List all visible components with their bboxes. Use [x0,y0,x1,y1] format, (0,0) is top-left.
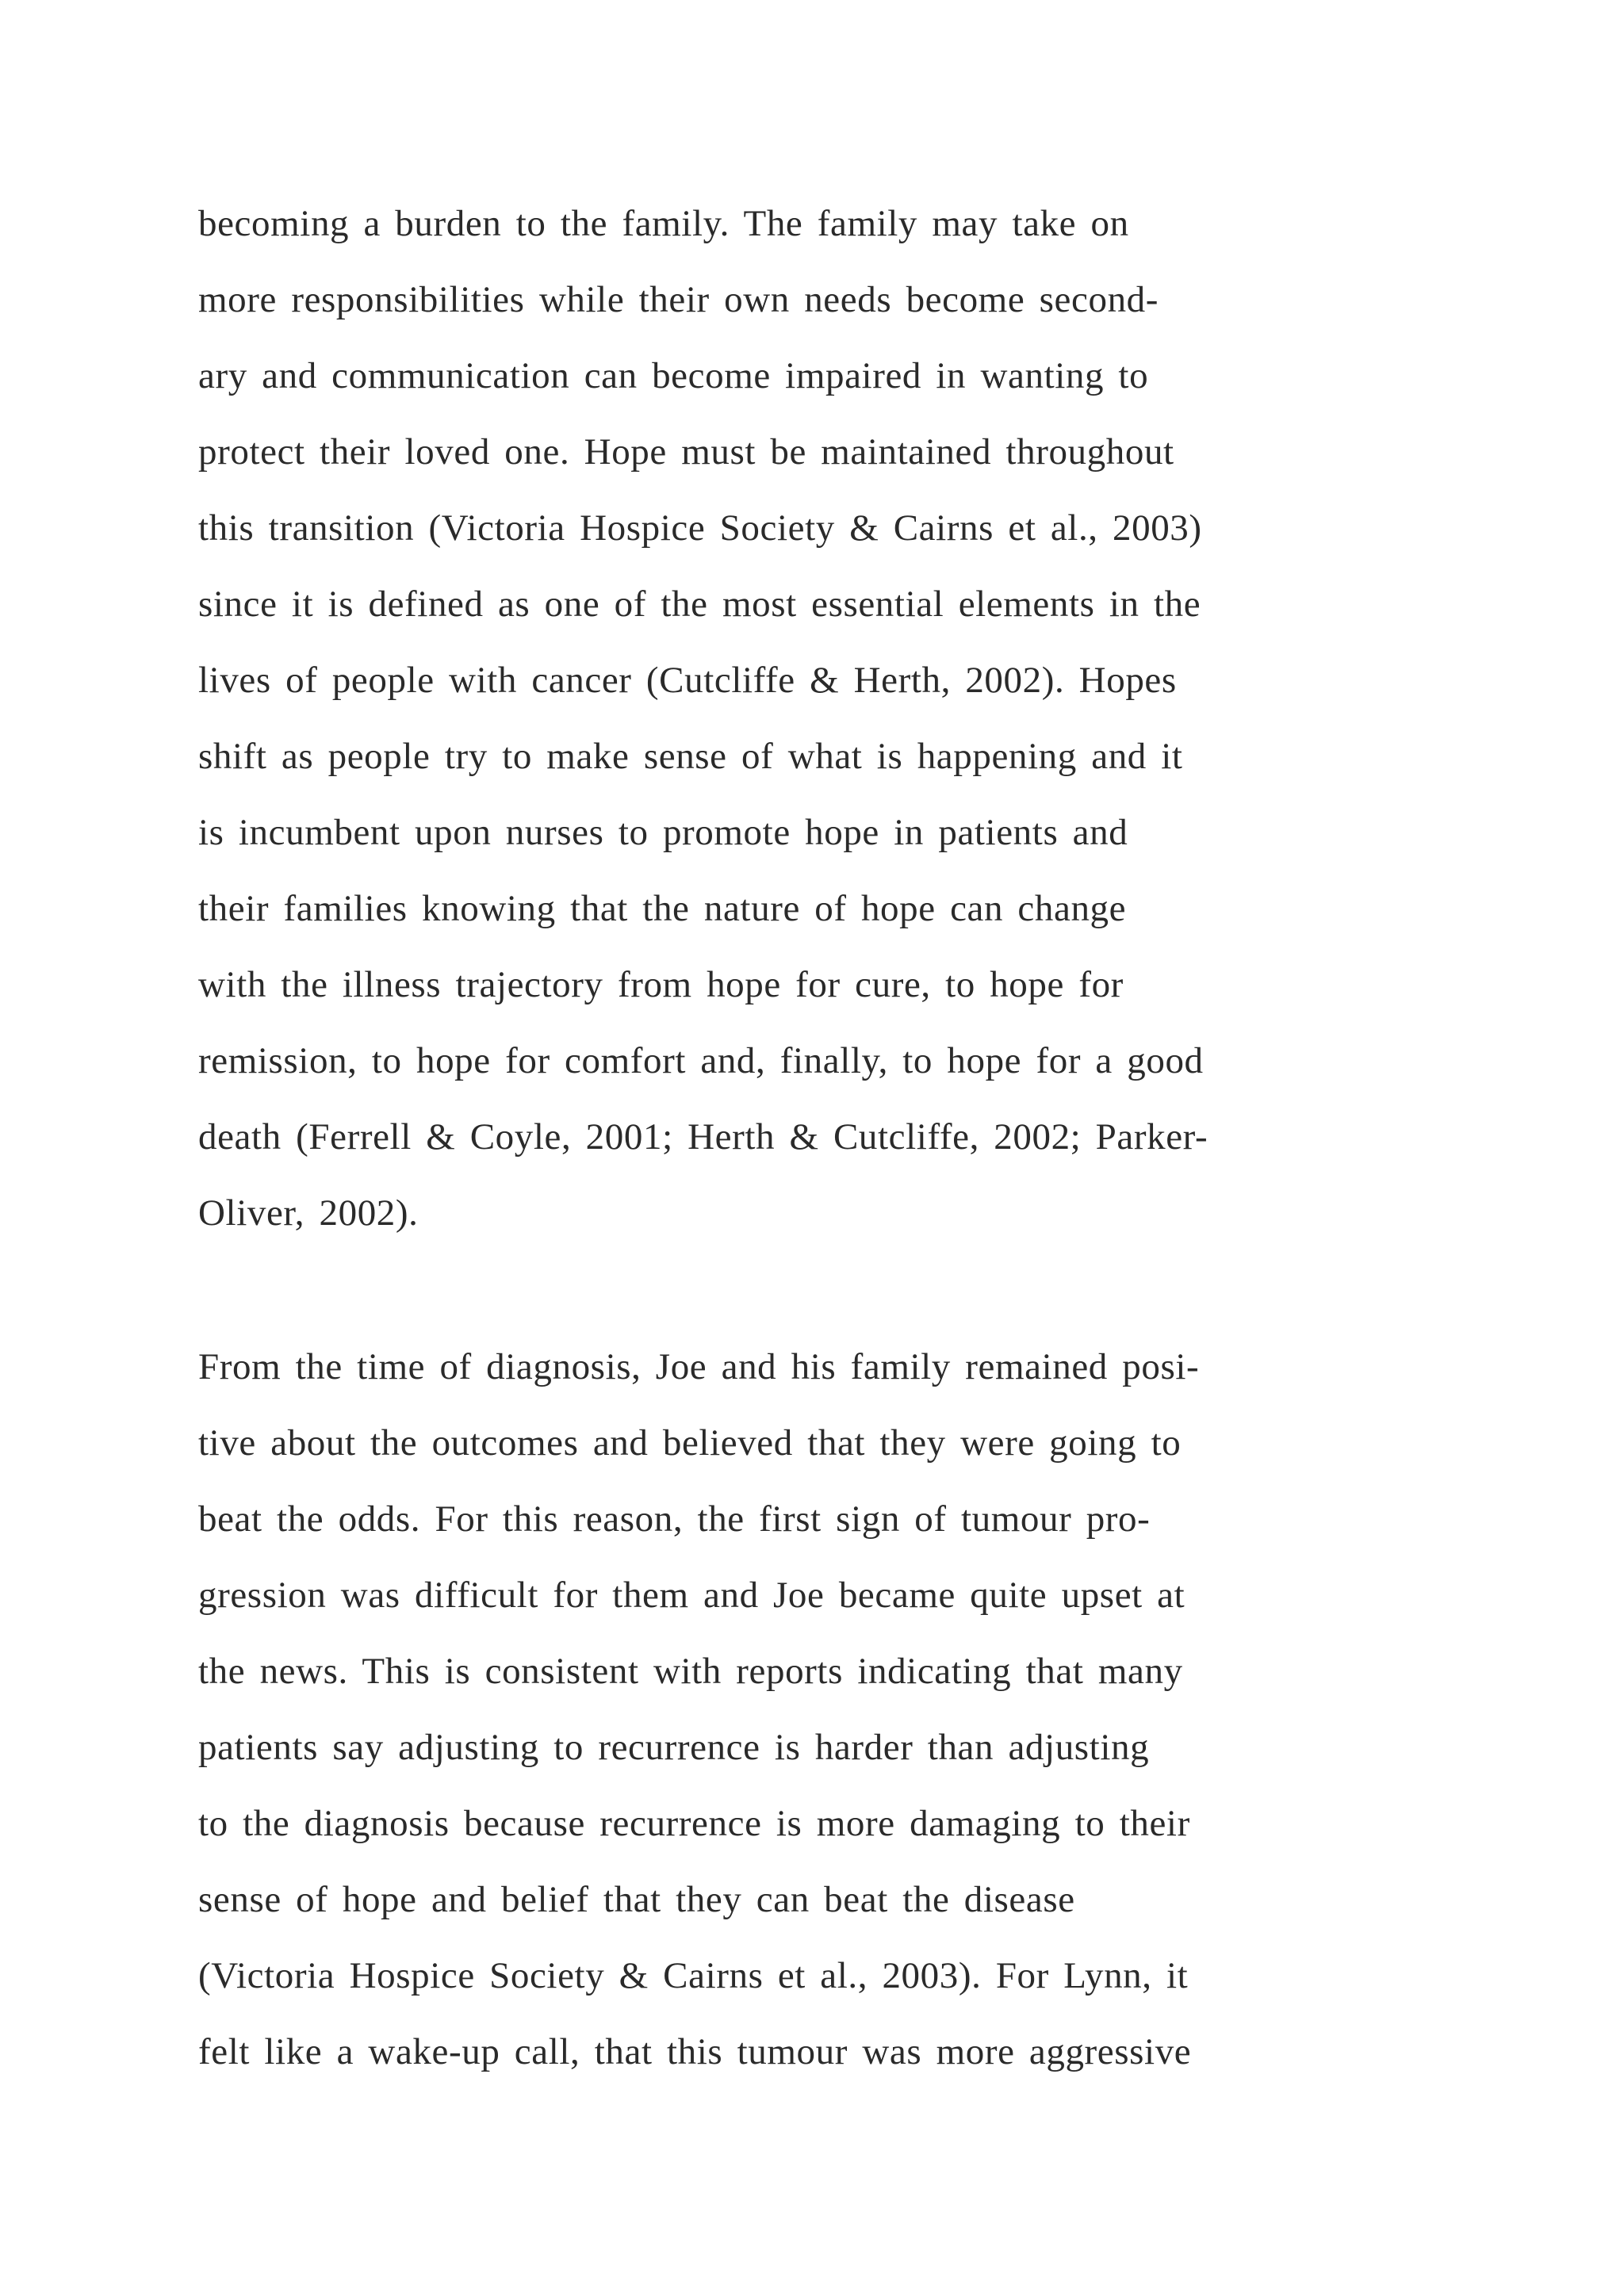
text-line: death (Ferrell & Coyle, 2001; Herth & Cutcliffe, 2002; Parker- [198,1116,1208,1158]
text-line: patients say adjusting to recurrence is harder than adjusting [198,1727,1150,1768]
text-line: more responsibilities while their own needs become second- [198,279,1159,320]
text-line: protect their loved one. Hope must be maintained throughout [198,431,1174,473]
text-line: From the time of diagnosis, Joe and his family remained posi- [198,1346,1200,1387]
text-line: beat the odds. For this reason, the first sign of tumour pro- [198,1498,1151,1540]
text-line: (Victoria Hospice Society & Cairns et al., 2003). For Lynn, it [198,1955,1189,1996]
text-line: the news. This is consistent with reports indicating that many [198,1651,1183,1692]
text-line: shift as people try to make sense of what is happening and it [198,736,1183,777]
text-line: felt like a wake-up call, that this tumour was more aggressive [198,2031,1192,2072]
paragraph-diagnosis-recurrence [198,1329,1435,2090]
text-line: Oliver, 2002). [198,1192,419,1234]
text-line: gression was difficult for them and Joe became quite upset at [198,1575,1185,1616]
text-line: this transition (Victoria Hospice Society & Cairns et al., 2003) [198,507,1202,549]
text-line: sense of hope and belief that they can beat the disease [198,1879,1075,1920]
text-line: is incumbent upon nurses to promote hope in patients and [198,812,1128,853]
text-line: since it is defined as one of the most essential elements in the [198,584,1201,625]
paragraph-hope-maintenance [198,186,1435,1251]
text-line: remission, to hope for comfort and, finally, to hope for a good [198,1040,1204,1081]
text-line: with the illness trajectory from hope for cure, to hope for [198,964,1124,1005]
text-line: lives of people with cancer (Cutcliffe & Herth, 2002). Hopes [198,660,1177,701]
text-line: to the diagnosis because recurrence is more damaging to their [198,1803,1190,1844]
text-line: tive about the outcomes and believed that they were going to [198,1422,1182,1464]
text-line: their families knowing that the nature of hope can change [198,888,1127,929]
text-line: ary and communication can become impaired in wanting to [198,355,1149,396]
text-line: becoming a burden to the family. The family may take on [198,203,1129,244]
